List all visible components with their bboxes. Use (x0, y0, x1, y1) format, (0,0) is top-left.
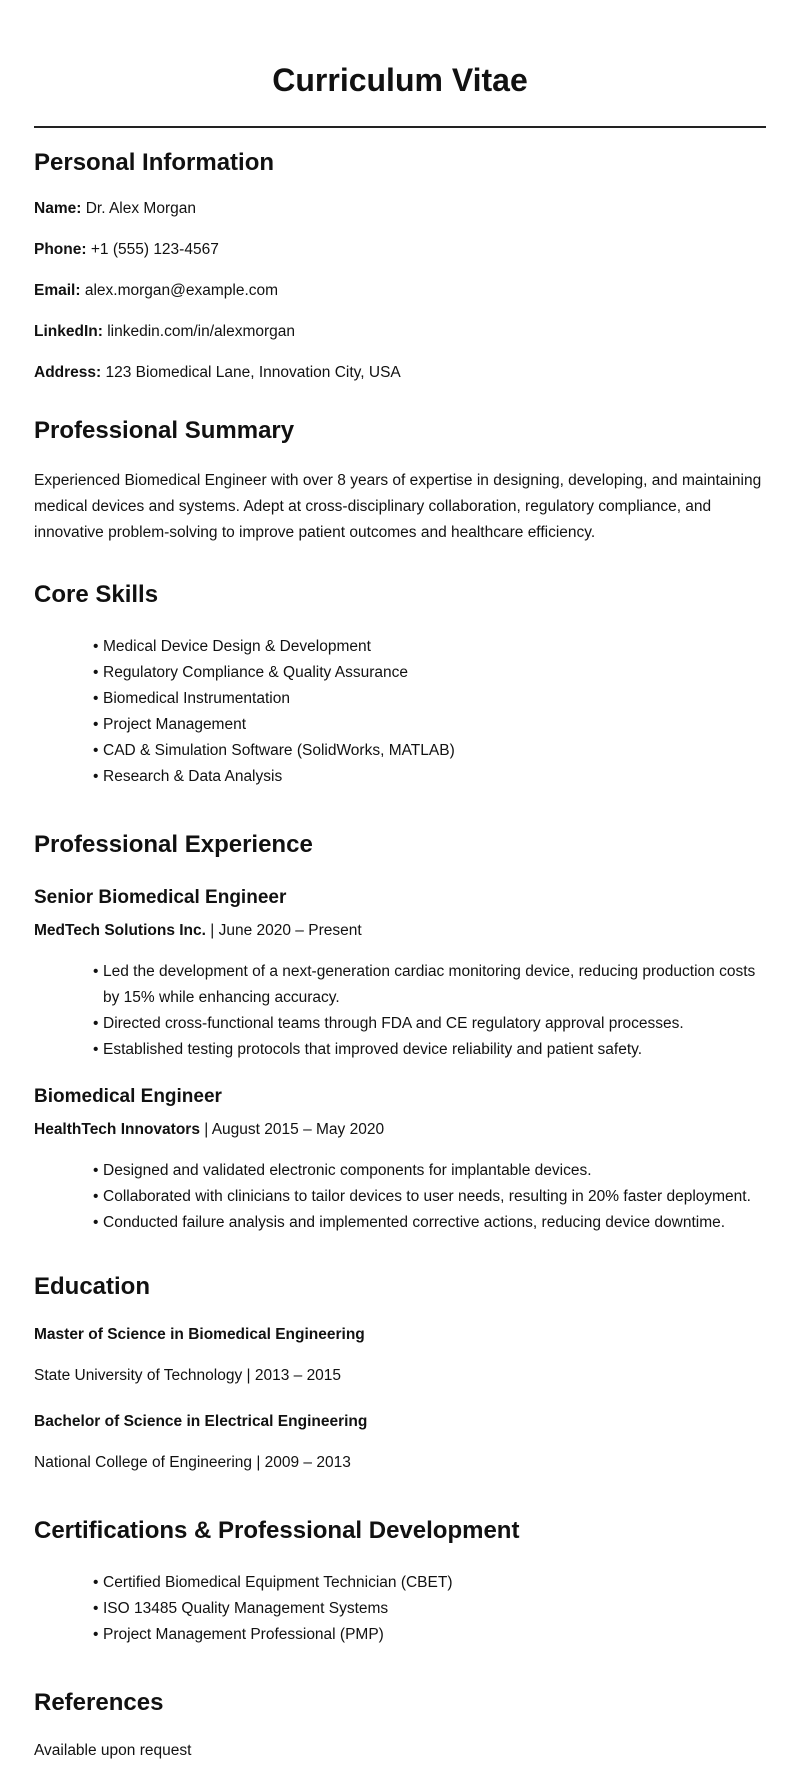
phone-value: +1 (555) 123-4567 (90, 241, 219, 258)
skill-item: • Biomedical Instrumentation (94, 686, 766, 712)
core-skills-heading: Core Skills (34, 581, 159, 608)
achievement-item: • Directed cross-functional teams through FDA and CE regulatory approval processes. (94, 1011, 766, 1037)
name-label: Name: (34, 200, 82, 217)
references-text: Available upon request (34, 1742, 192, 1759)
skill-item: • CAD & Simulation Software (SolidWorks, MATLAB) (94, 738, 766, 764)
job-dates: | August 2015 – May 2020 (199, 1121, 385, 1138)
skill-item: • Research & Data Analysis (94, 764, 766, 790)
skills-list (34, 634, 766, 790)
achievement-item: • Led the development of a next-generation cardiac monitoring device, reducing production costs by 15% while enhancing accuracy. (94, 959, 766, 1011)
personal-info-list (34, 196, 766, 386)
achievement-item: • Conducted failure analysis and implemented corrective actions, reducing device downtime. (94, 1210, 766, 1236)
phone-label: Phone: (34, 241, 87, 258)
certification-item: • ISO 13485 Quality Management Systems (94, 1596, 766, 1622)
education-entry (34, 1322, 766, 1389)
email-line (34, 278, 766, 304)
personal-information-heading: Personal Information (34, 149, 275, 176)
company-name: HealthTech Innovators (34, 1121, 200, 1138)
certification-item: • Certified Biomedical Equipment Technician (CBET) (94, 1570, 766, 1596)
linkedin-line (34, 319, 766, 345)
email-label: Email: (34, 282, 81, 299)
skill-item: • Regulatory Compliance & Quality Assurance (94, 660, 766, 686)
degree-title: Bachelor of Science in Electrical Engineering (34, 1413, 368, 1430)
achievement-item: • Established testing protocols that improved device reliability and patient safety. (94, 1037, 766, 1063)
education-heading: Education (34, 1273, 151, 1300)
education-section (34, 1272, 766, 1476)
job-meta (34, 918, 766, 944)
address-label: Address: (34, 364, 102, 381)
skill-item: • Medical Device Design & Development (94, 634, 766, 660)
name-line (34, 196, 766, 222)
phone-line (34, 237, 766, 263)
document-title: Curriculum Vitae (272, 62, 528, 98)
certifications-list (34, 1570, 766, 1648)
address-value: 123 Biomedical Lane, Innovation City, USA (105, 364, 401, 381)
job-title: Biomedical Engineer (34, 1086, 222, 1107)
company-name: MedTech Solutions Inc. (34, 922, 206, 939)
job-title: Senior Biomedical Engineer (34, 887, 287, 908)
professional-summary-heading: Professional Summary (34, 417, 295, 444)
skill-item: • Project Management (94, 712, 766, 738)
personal-information-section (34, 148, 766, 386)
degree-title: Master of Science in Biomedical Engineering (34, 1326, 365, 1343)
professional-experience-heading: Professional Experience (34, 831, 313, 858)
core-skills-section (34, 580, 766, 790)
email-value: alex.morgan@example.com (84, 282, 279, 299)
certification-item: • Project Management Professional (PMP) (94, 1622, 766, 1648)
references-section (34, 1688, 766, 1764)
school-and-dates: National College of Engineering | 2009 – 2013 (34, 1454, 351, 1471)
certifications-section (34, 1516, 766, 1648)
professional-summary-section (34, 416, 766, 546)
job-achievements-list (34, 1158, 766, 1236)
achievement-item: • Designed and validated electronic components for implantable devices. (94, 1158, 766, 1184)
summary-text: Experienced Biomedical Engineer with over 8 years of expertise in designing, developing, and maintaining medical devices and systems. Adept at cross-disciplinary collaboration, regulatory compliance, and innovative problem-solving to improve patient outcomes and healthcare efficiency. (34, 472, 762, 541)
education-entry (34, 1409, 766, 1476)
job-entry (34, 886, 766, 1063)
professional-experience-section (34, 830, 766, 1236)
achievement-item: • Collaborated with clinicians to tailor devices to user needs, resulting in 20% faster deployment. (94, 1184, 766, 1210)
name-value: Dr. Alex Morgan (85, 200, 196, 217)
school-and-dates: State University of Technology | 2013 – 2015 (34, 1367, 342, 1384)
linkedin-label: LinkedIn: (34, 323, 103, 340)
certifications-heading: Certifications & Professional Development (34, 1517, 520, 1544)
job-achievements-list (34, 959, 766, 1063)
references-heading: References (34, 1689, 164, 1716)
address-line (34, 360, 766, 386)
job-entry (34, 1085, 766, 1236)
title-divider (34, 126, 766, 128)
linkedin-value: linkedin.com/in/alexmorgan (107, 323, 296, 340)
job-dates: | June 2020 – Present (205, 922, 362, 939)
job-meta (34, 1117, 766, 1143)
